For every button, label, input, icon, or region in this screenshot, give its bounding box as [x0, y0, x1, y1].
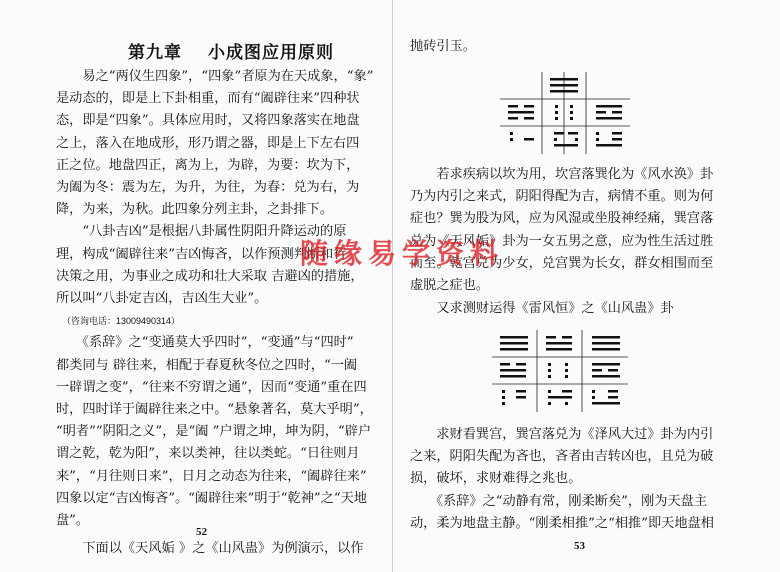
question-line: 又求测财运得《雷风恒》之《山风蛊》卦 [410, 301, 674, 316]
text-line: 兑为《天风姤》卦为一女五男之意，应为性生活过胜 [410, 233, 714, 249]
left-body-text [56, 66, 386, 560]
trigram-bottom [502, 390, 620, 405]
trigram-middle [500, 363, 620, 378]
text-line: 下面以《天风姤 》之《山风蛊》为例演示，以作 [56, 541, 364, 557]
text-line: 虚脱之症也。 [410, 278, 490, 294]
opening-line: 抛砖引玉。 [410, 39, 476, 54]
text-line: 都类同与 辟往来，相配于春夏秋冬位之四时，“一阖 [56, 357, 358, 373]
text-line-content: 所以叫“八卦定吉凶，吉凶生大业”。 [56, 291, 268, 307]
trigram-top [500, 336, 620, 351]
right-paragraph-2 [410, 424, 756, 535]
text-line: 乃为内引之来式，阴阳得配为吉，病情不重。则为何 [410, 189, 714, 205]
page-number-left: 52 [196, 526, 207, 538]
watermark-text: 随缘易学资料 [300, 237, 505, 270]
text-line: 若求疾病以坎为用，坎宫落巽化为《风水涣》卦 [410, 167, 714, 182]
text-line: 《系辞》之“变通莫大乎四时”，“变通”与“四时” [56, 335, 354, 351]
trigram-left [508, 105, 534, 120]
text-line: 动，柔为地盘主静。“刚柔相推”之“相推”即天地盘相 [410, 515, 714, 531]
text-line: 是动态的，即是上下卦相重，而有“阖辟往来”四种状 [56, 91, 360, 107]
text-line: 时，四时详于阖辟往来之中。“悬象著名，莫大乎明”， [56, 402, 373, 418]
text-line: 易之“两仪生四象”，“四象”者原为在天成象，“象” [56, 69, 374, 84]
text-line: “明者”“阴阳之义”，是“阖 ”户谓之坤，坤为阴，“辟户 [56, 424, 372, 440]
text-line: 决策之用，为事业之成功和壮大采取 吉避凶的措施， [56, 268, 364, 284]
text-line: 之上，落入在地成形，形乃谓之器，即是上下左右四 [56, 135, 360, 151]
trigram-top [550, 78, 578, 93]
trigram-bottom [510, 132, 622, 147]
text-line: 盘”。 [56, 513, 90, 529]
text-line: “八卦吉凶”是根据八卦属性阴阳升降运动的原 [56, 224, 347, 240]
text-line: 求财看巽宫，巽宫落兑为《泽风大过》卦为内引 [410, 427, 714, 442]
text-line: 理，构成“阖辟往来”吉凶悔吝，以作预测判断和行 [56, 246, 347, 262]
text-line: 降，为来，为秋。此四象分列主卦，之卦排下。 [56, 202, 333, 218]
chapter-heading [128, 38, 360, 63]
text-line: 来”，“月往则日来”，日月之动态为往来，“阖辟往来” [56, 468, 367, 484]
text-line: 态，即是“四象”。具体应用时，又将四象落实在地盘 [56, 113, 360, 129]
text-line: 而至。乾宫兑为少女，兑宫巽为长女，群女相围而至 [410, 255, 714, 271]
text-line: 症也？巽为股为风，应为风湿或坐股神经痛，巽宫落 [410, 211, 714, 227]
text-line: 一辟谓之变”，“往来不穷谓之通”，因而“变通”重在四 [56, 379, 367, 395]
text-line: 为阖为冬：震为左，为升，为往，为春：兑为右，为 [56, 180, 360, 196]
trigram-right [596, 105, 622, 120]
text-line [56, 288, 386, 332]
page-number-right: 53 [574, 540, 585, 552]
text-line: 《系辞》之“动静有常，刚柔断矣”，刚为天盘主 [410, 493, 708, 509]
text-line: 正之位。地盘四正，离为上，为辟，为要：坎为下， [56, 157, 360, 173]
text-line: 损，破坏，求财难得之兆也。 [410, 471, 582, 487]
consult-note: （咨询电话：13009490314） [62, 316, 181, 327]
text-line: 四象以定“吉凶悔吝”。“阖辟往来”明于“乾神”之“天地 [56, 490, 367, 506]
text-line: 之来，阴阳失配为吝也，吝者由吉转凶也，且兑为破 [410, 449, 714, 465]
hexagram-diagram-2 [492, 330, 628, 412]
chapter-title: 小成图应用原则 [208, 43, 334, 63]
text-line: 谓之乾，乾为阳”，来以类神，往以类蛇。“日往则月 [56, 446, 360, 462]
hexagram-diagram-1 [500, 72, 630, 154]
chapter-number: 第九章 [128, 43, 182, 63]
right-paragraph-1 [410, 164, 756, 297]
